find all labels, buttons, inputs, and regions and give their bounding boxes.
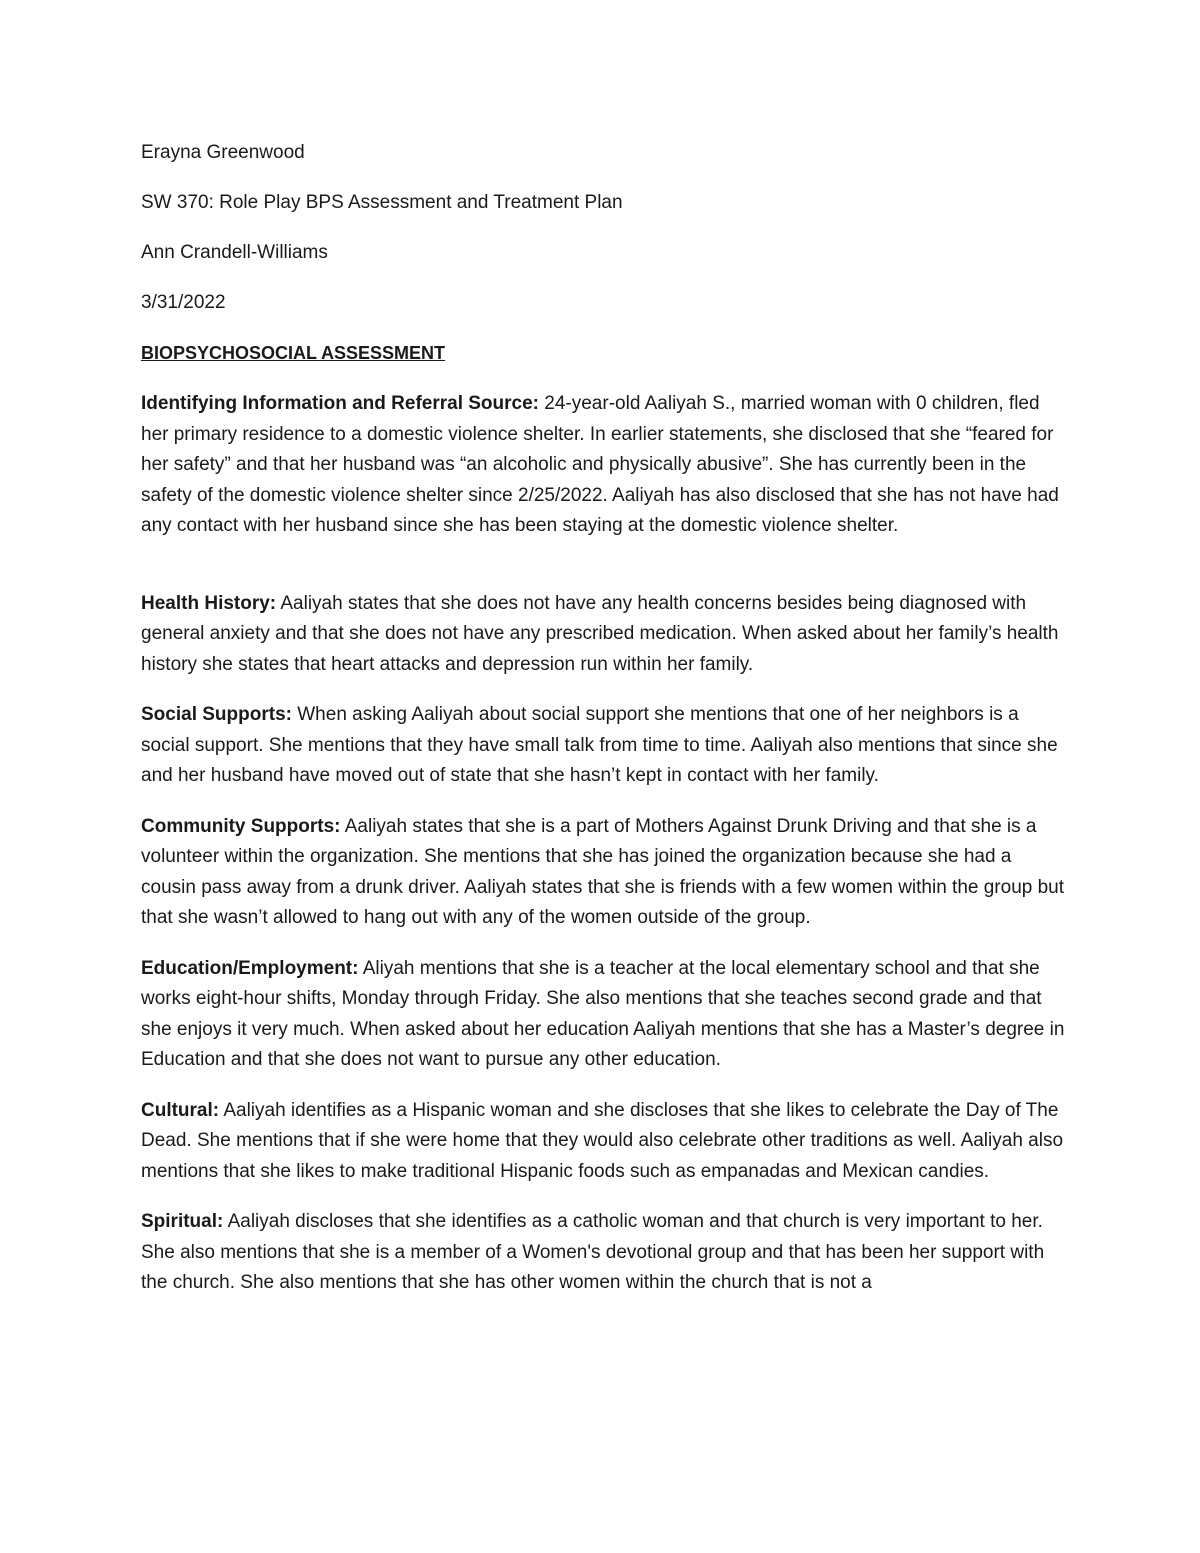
paragraph-label: Social Supports: xyxy=(141,704,292,725)
document-date: 3/31/2022 xyxy=(141,292,226,313)
document-page xyxy=(141,138,1066,1319)
paragraph-text: Aaliyah identifies as a Hispanic woman and she discloses that she likes to celebrate the Day of The Dead. She mentions that if she were home that they would also celebrate other traditions as well. Aaliyah also mentions that she likes to make traditional Hispanic foods such as empanadas and Mexican candies. xyxy=(141,1099,1064,1182)
paragraph-cultural xyxy=(141,1096,1066,1188)
paragraph-spiritual xyxy=(141,1207,1066,1299)
paragraph-label: Identifying Information and Referral Source: xyxy=(141,393,539,414)
paragraph-identifying-information xyxy=(141,389,1066,542)
instructor-name: Ann Crandell-Williams xyxy=(141,242,328,263)
paragraph-text: Aaliyah states that she is a part of Mothers Against Drunk Driving and that she is a volunteer within the organization. She mentions that she has joined the organization because she had a cousin pass away from a drunk driver. Aaliyah states that she is friends with a few women within the group but that she wasn’t allowed to hang out with any of the women outside of the group. xyxy=(141,815,1065,928)
section-title: BIOPSYCHOSOCIAL ASSESSMENT xyxy=(141,343,446,363)
paragraph-text: 24-year-old Aaliyah S., married woman with 0 children, fled her primary residence to a domestic violence shelter. In earlier statements, she disclosed that she “feared for her safety” and that her husband was “an alcoholic and physically abusive”. She has currently been in the safety of the domestic violence shelter since 2/25/2022. Aaliyah has also disclosed that she has not have had any contact with her husband since she has been staying at the domestic violence shelter. xyxy=(141,393,1059,536)
paragraph-text: Aaliyah discloses that she identifies as a catholic woman and that church is very important to her. She also mentions that she is a member of a Women's devotional group and that has been her support with the church. She also mentions that she has other women within the church that is not a xyxy=(141,1211,1045,1293)
paragraph-text: Aaliyah states that she does not have any health concerns besides being diagnosed with general anxiety and that she does not have any prescribed medication. When asked about her family’s health history she states that heart attacks and depression run within her family. xyxy=(141,592,1059,675)
course-title: SW 370: Role Play BPS Assessment and Treatment Plan xyxy=(141,192,623,213)
paragraph-text: Aliyah mentions that she is a teacher at the local elementary school and that she works eight-hour shifts, Monday through Friday. She also mentions that she teaches second grade and that she enjoys it very much. When asked about her education Aaliyah mentions that she has a Master’s degree in Education and that she does not want to pursue any other education. xyxy=(141,957,1065,1070)
paragraph-health-history xyxy=(141,589,1066,681)
paragraph-label: Spiritual: xyxy=(141,1211,224,1232)
paragraph-label: Cultural: xyxy=(141,1099,220,1121)
paragraph-community-supports xyxy=(141,812,1066,934)
author-name: Erayna Greenwood xyxy=(141,142,305,163)
paragraph-label: Health History: xyxy=(141,592,277,614)
paragraph-label: Education/Employment: xyxy=(141,957,359,979)
paragraph-education-employment xyxy=(141,954,1066,1076)
paragraph-social-supports xyxy=(141,700,1066,792)
paragraph-label: Community Supports: xyxy=(141,815,341,837)
paragraph-text: When asking Aaliyah about social support she mentions that one of her neighbors is a social support. She mentions that they have small talk from time to time. Aaliyah also mentions that since she and her husband have moved out of state that she hasn’t kept in contact with her family. xyxy=(141,704,1058,786)
